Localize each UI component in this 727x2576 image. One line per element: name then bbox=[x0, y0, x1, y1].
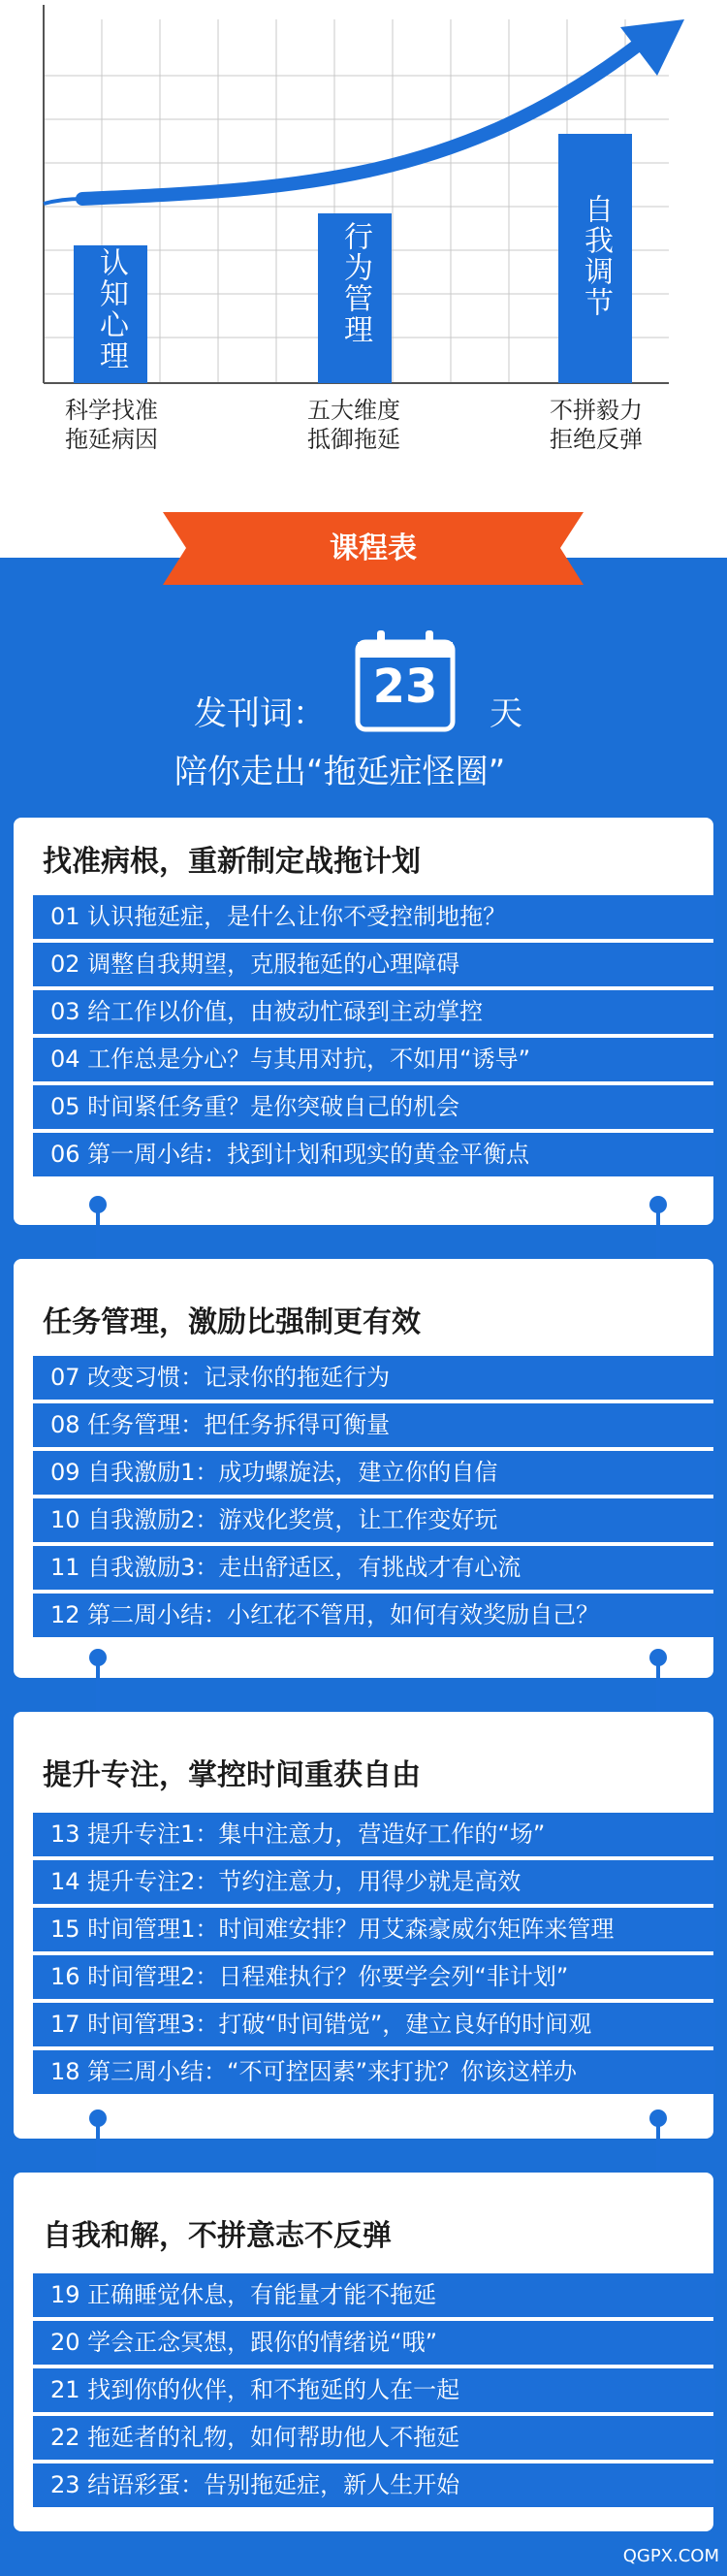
connector-dot bbox=[649, 1649, 667, 1666]
lesson-item[interactable]: 20 学会正念冥想，跟你的情绪说“哦” bbox=[33, 2321, 715, 2365]
bar-label-1: 认知心理 bbox=[94, 247, 128, 371]
lesson-item[interactable]: 07 改变习惯：记录你的拖延行为 bbox=[33, 1356, 715, 1400]
lesson-item[interactable]: 02 调整自我期望，克服拖延的心理障碍 bbox=[33, 943, 715, 986]
lesson-item[interactable]: 09 自我激励1：成功螺旋法，建立你的自信 bbox=[33, 1451, 715, 1495]
connector-dot bbox=[89, 1649, 107, 1666]
connector-dot bbox=[649, 2109, 667, 2127]
lesson-item[interactable]: 15 时间管理1：时间难安排？用艾森豪威尔矩阵来管理 bbox=[33, 1908, 715, 1951]
section-card-1 bbox=[14, 818, 713, 1225]
lesson-item[interactable]: 06 第一周小结：找到计划和现实的黄金平衡点 bbox=[33, 1133, 715, 1176]
bar-caption-2: 五大维度 抵御拖延 bbox=[307, 397, 400, 453]
growth-chart-area bbox=[0, 0, 727, 558]
lesson-item[interactable]: 17 时间管理3：打破“时间错觉”，建立良好的时间观 bbox=[33, 2003, 715, 2046]
bar-label-2: 行为管理 bbox=[338, 221, 372, 345]
lesson-item[interactable]: 04 工作总是分心？与其用对抗，不如用“诱导” bbox=[33, 1038, 715, 1081]
intro-subtitle: 陪你走出“拖延症怪圈” bbox=[174, 753, 506, 791]
lesson-item[interactable]: 10 自我激励2：游戏化奖赏，让工作变好玩 bbox=[33, 1498, 715, 1542]
bar-label-3: 自我调节 bbox=[579, 194, 613, 318]
section-card-2 bbox=[14, 1259, 713, 1678]
connector-dot bbox=[89, 1196, 107, 1213]
lesson-item[interactable]: 11 自我激励3：走出舒适区，有挑战才有心流 bbox=[33, 1546, 715, 1590]
calendar-days-number: 23 bbox=[372, 660, 438, 714]
bar-caption-1: 科学找准 拖延病因 bbox=[65, 397, 158, 453]
lesson-item[interactable]: 21 找到你的伙伴，和不拖延的人在一起 bbox=[33, 2368, 715, 2412]
lesson-item[interactable]: 13 提升专注1：集中注意力，营造好工作的“场” bbox=[33, 1813, 715, 1856]
lesson-item[interactable]: 05 时间紧任务重？是你突破自己的机会 bbox=[33, 1085, 715, 1129]
watermark: QGPX.COM bbox=[622, 2546, 719, 2566]
section-card-3 bbox=[14, 1712, 713, 2139]
lesson-item[interactable]: 08 任务管理：把任务拆得可衡量 bbox=[33, 1403, 715, 1447]
section-card-4 bbox=[14, 2173, 713, 2531]
section-title: 找准病根，重新制定战拖计划 bbox=[43, 845, 421, 879]
connector-dot bbox=[649, 1196, 667, 1213]
section-title: 任务管理，激励比强制更有效 bbox=[43, 1305, 421, 1339]
lesson-item[interactable]: 16 时间管理2：日程难执行？你要学会列“非计划” bbox=[33, 1955, 715, 1999]
lesson-item[interactable]: 22 拖延者的礼物，如何帮助他人不拖延 bbox=[33, 2416, 715, 2460]
lesson-item[interactable]: 01 认识拖延症，是什么让你不受控制地拖？ bbox=[33, 895, 715, 939]
intro-prefix: 发刊词： bbox=[194, 694, 326, 733]
lesson-item[interactable]: 18 第三周小结：“不可控因素”来打扰？你该这样办 bbox=[33, 2050, 715, 2094]
schedule-banner-text: 课程表 bbox=[330, 531, 417, 565]
connector-dot bbox=[89, 2109, 107, 2127]
lesson-item[interactable]: 03 给工作以价值，由被动忙碌到主动掌控 bbox=[33, 990, 715, 1034]
section-title: 自我和解，不拼意志不反弹 bbox=[43, 2219, 392, 2253]
section-title: 提升专注，掌控时间重获自由 bbox=[43, 1758, 421, 1792]
intro-suffix: 天 bbox=[490, 694, 522, 733]
lesson-item[interactable]: 19 正确睡觉休息，有能量才能不拖延 bbox=[33, 2273, 715, 2317]
lesson-item[interactable]: 12 第二周小结：小红花不管用，如何有效奖励自己？ bbox=[33, 1594, 715, 1637]
lesson-item[interactable]: 23 结语彩蛋：告别拖延症，新人生开始 bbox=[33, 2463, 715, 2507]
lesson-item[interactable]: 14 提升专注2：节约注意力，用得少就是高效 bbox=[33, 1860, 715, 1904]
bar-caption-3: 不拼毅力 拒绝反弹 bbox=[550, 397, 643, 453]
